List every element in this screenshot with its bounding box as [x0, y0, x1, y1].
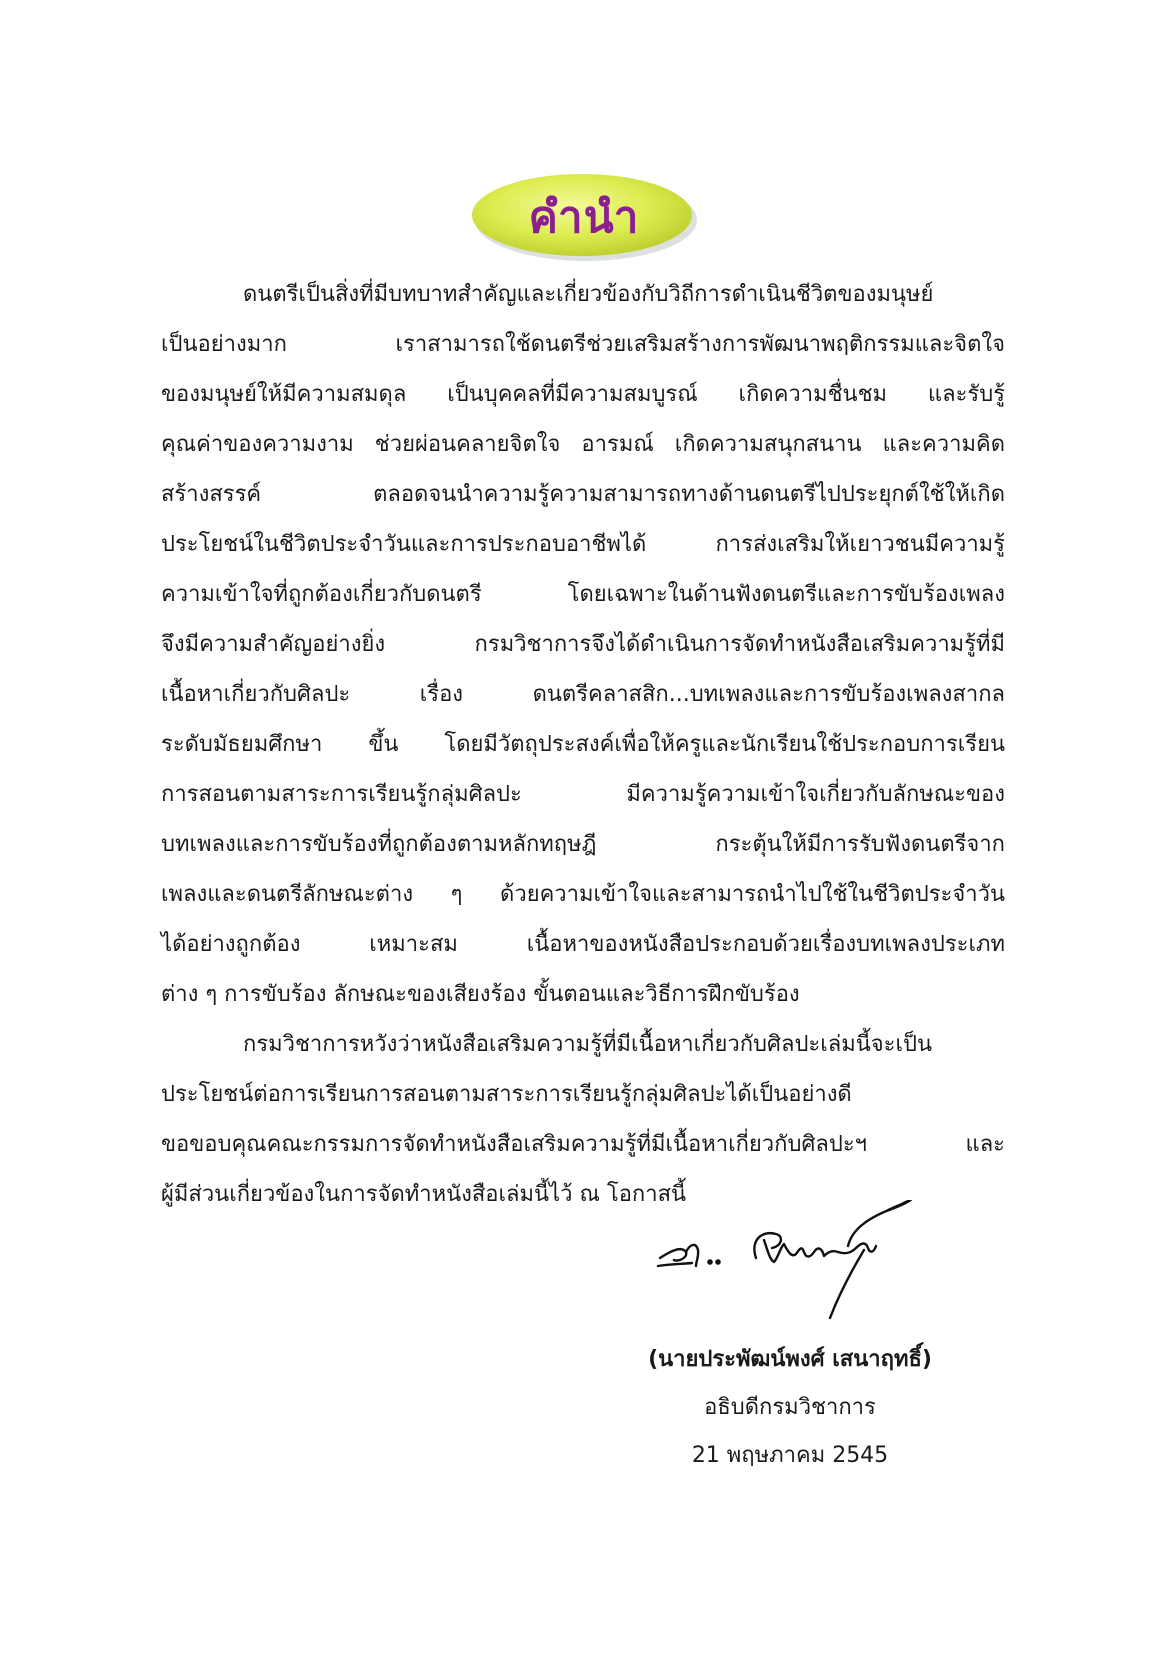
text-line: ระดับมัธยมศึกษา ขึ้น โดยมีวัตถุประสงค์เพื่อให้ครูและนักเรียนใช้ประกอบการเรียน [161, 732, 1005, 757]
handwritten-signature [652, 1200, 962, 1325]
page-title: คำนำ [528, 192, 640, 243]
text-line: บทเพลงและการขับร้องที่ถูกต้องตามหลักทฤษฎี กระตุ้นให้มีการรับฟังดนตรีจาก [161, 832, 1005, 857]
text-line: จึงมีความสำคัญอย่างยิ่ง กรมวิชาการจึงได้ดำเนินการจัดทำหนังสือเสริมความรู้ที่มี [161, 632, 1005, 657]
signer-name: (นายประพัฒน์พงศ์ เสนาฤทธิ์) [648, 1347, 932, 1372]
body-text [161, 270, 1005, 1220]
text-line: เป็นอย่างมาก เราสามารถใช้ดนตรีช่วยเสริมสร้างการพัฒนาพฤติกรรมและจิตใจ [161, 332, 1005, 357]
text-line: การสอนตามสาระการเรียนรู้กลุ่มศิลปะ มีความรู้ความเข้าใจเกี่ยวกับลักษณะของ [161, 782, 1005, 807]
text-line: ความเข้าใจที่ถูกต้องเกี่ยวกับดนตรี โดยเฉพาะในด้านฟังดนตรีและการขับร้องเพลง [161, 582, 1005, 607]
text-line: ขอขอบคุณคณะกรรมการจัดทำหนังสือเสริมความรู้ที่มีเนื้อหาเกี่ยวกับศิลปะฯ และ [161, 1132, 1005, 1157]
text-line: สร้างสรรค์ ตลอดจนนำความรู้ความสามารถทางด้านดนตรีไปประยุกต์ใช้ให้เกิด [161, 482, 1005, 507]
text-line: ต่าง ๆ การขับร้อง ลักษณะของเสียงร้อง ขั้นตอนและวิธีการฝึกขับร้อง [161, 982, 800, 1007]
text-line: กรมวิชาการหวังว่าหนังสือเสริมความรู้ที่มีเนื้อหาเกี่ยวกับศิลปะเล่มนี้จะเป็น [243, 1032, 933, 1057]
title-badge [468, 170, 700, 264]
text-line: ได้อย่างถูกต้อง เหมาะสม เนื้อหาของหนังสือประกอบด้วยเรื่องบทเพลงประเภท [161, 932, 1005, 957]
signoff-date: 21 พฤษภาคม 2545 [691, 1443, 889, 1468]
text-line: ดนตรีเป็นสิ่งที่มีบทบาทสำคัญและเกี่ยวข้องกับวิถีการดำเนินชีวิตของมนุษย์ [243, 282, 934, 307]
paragraph-2 [161, 1020, 1005, 1220]
paragraph-1 [161, 270, 1005, 1020]
text-line: ประโยชน์ต่อการเรียนการสอนตามสาระการเรียนรู้กลุ่มศิลปะได้เป็นอย่างดี [161, 1082, 852, 1107]
text-line: ของมนุษย์ให้มีความสมดุล เป็นบุคคลที่มีความสมบูรณ์ เกิดความชื่นชม และรับรู้ [161, 382, 1005, 407]
signer-position: อธิบดีกรมวิชาการ [704, 1395, 876, 1420]
text-line: ผู้มีส่วนเกี่ยวข้องในการจัดทำหนังสือเล่มนี้ไว้ ณ โอกาสนี้ [161, 1182, 687, 1207]
text-line: ประโยชน์ในชีวิตประจำวันและการประกอบอาชีพได้ การส่งเสริมให้เยาวชนมีความรู้ [161, 532, 1005, 557]
signoff-block [610, 1336, 970, 1480]
text-line: เนื้อหาเกี่ยวกับศิลปะ เรื่อง ดนตรีคลาสสิก...บทเพลงและการขับร้องเพลงสากล [161, 682, 1005, 707]
text-line: เพลงและดนตรีลักษณะต่าง ๆ ด้วยความเข้าใจและสามารถนำไปใช้ในชีวิตประจำวัน [161, 882, 1005, 907]
text-line: คุณค่าของความงาม ช่วยผ่อนคลายจิตใจ อารมณ์ เกิดความสนุกสนาน และความคิด [161, 432, 1005, 457]
